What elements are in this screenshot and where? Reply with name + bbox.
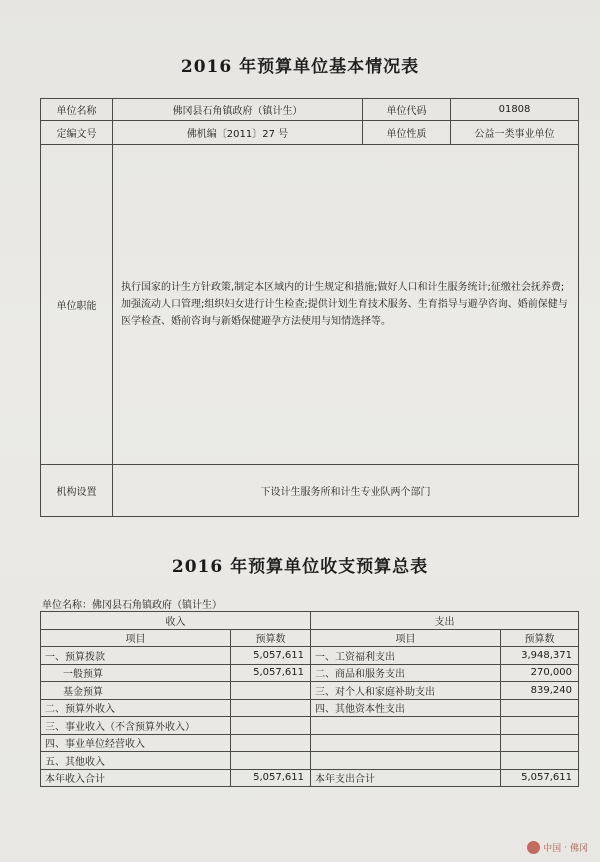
income-value <box>231 699 311 717</box>
expense-item <box>311 717 501 735</box>
table-row <box>41 717 579 735</box>
table-row <box>41 752 579 770</box>
expense-item: 四、其他资本性支出 <box>311 699 501 717</box>
expense-item-header: 项目 <box>311 629 501 647</box>
expense-value <box>501 699 579 717</box>
basic-info-title: 2016 年预算单位基本情况表 <box>180 57 420 77</box>
unit-code-value: 01808 <box>451 99 579 121</box>
income-item: 基金预算 <box>41 682 231 700</box>
duty-label: 单位职能 <box>41 145 113 465</box>
unit-name-value: 佛冈县石角镇政府（镇计生） <box>113 99 363 121</box>
budget-summary-table <box>40 611 579 787</box>
duty-row <box>41 145 579 465</box>
total-expense-label: 本年支出合计 <box>311 769 501 787</box>
basic-info-table <box>40 98 579 517</box>
budget-summary-title: 2016 年预算单位收支预算总表 <box>171 557 429 577</box>
income-value <box>231 717 311 735</box>
income-value <box>231 682 311 700</box>
income-value: 5,057,611 <box>231 647 311 665</box>
income-item: 三、事业收入（不含预算外收入） <box>41 717 231 735</box>
total-row <box>41 769 579 787</box>
org-label: 机构设置 <box>41 465 113 517</box>
table-row <box>41 664 579 682</box>
income-item: 四、事业单位经营收入 <box>41 734 231 752</box>
duty-text: 执行国家的计生方针政策,制定本区域内的计生规定和措施;做好人口和计生服务统计;征缴社会抚养费;加强流动人口管理;组织妇女进行计生检查;提供计划生育技术服务、生育指导与避孕咨询、婚前保健与医学检查、婚前咨询与新婚保健避孕方法使用与知情选择等。 <box>113 145 579 465</box>
watermark-text-2: 佛冈 <box>569 844 588 854</box>
table-row <box>41 682 579 700</box>
budget-unit-line: 单位名称：佛冈县石角镇政府（镇计生） <box>42 600 222 611</box>
income-budget-header: 预算数 <box>231 629 311 647</box>
expense-value <box>501 752 579 770</box>
total-expense-value: 5,057,611 <box>501 769 579 787</box>
expense-budget-header: 预算数 <box>501 629 579 647</box>
site-watermark <box>527 841 588 854</box>
income-item: 一、预算拨款 <box>41 647 231 665</box>
income-value <box>231 752 311 770</box>
income-header: 收入 <box>41 612 311 630</box>
unit-nature-value: 公益一类事业单位 <box>451 121 579 145</box>
table-row <box>41 699 579 717</box>
unit-name-label: 单位名称 <box>41 99 113 121</box>
income-item: 五、其他收入 <box>41 752 231 770</box>
expense-item <box>311 752 501 770</box>
expense-value: 3,948,371 <box>501 647 579 665</box>
expense-header: 支出 <box>311 612 579 630</box>
expense-value <box>501 734 579 752</box>
watermark-logo-icon <box>527 841 540 854</box>
expense-value <box>501 717 579 735</box>
expense-item: 二、商品和服务支出 <box>311 664 501 682</box>
expense-item <box>311 734 501 752</box>
org-row <box>41 465 579 517</box>
income-item: 二、预算外收入 <box>41 699 231 717</box>
expense-item: 一、工资福利支出 <box>311 647 501 665</box>
expense-item: 三、对个人和家庭补助支出 <box>311 682 501 700</box>
doc-no-value: 佛机编〔2011〕27 号 <box>113 121 363 145</box>
income-item: 一般预算 <box>41 664 231 682</box>
column-header-row <box>41 629 579 647</box>
unit-nature-label: 单位性质 <box>363 121 451 145</box>
expense-value: 270,000 <box>501 664 579 682</box>
doc-no-row <box>41 121 579 145</box>
income-value <box>231 734 311 752</box>
total-income-value: 5,057,611 <box>231 769 311 787</box>
income-item-header: 项目 <box>41 629 231 647</box>
income-value: 5,057,611 <box>231 664 311 682</box>
doc-no-label: 定编文号 <box>41 121 113 145</box>
watermark-separator: · <box>564 842 567 853</box>
total-income-label: 本年收入合计 <box>41 769 231 787</box>
watermark-text-1: 中国 <box>543 844 562 854</box>
section-header-row <box>41 612 579 630</box>
table-row <box>41 647 579 665</box>
org-text: 下设计生服务所和计生专业队两个部门 <box>113 465 579 517</box>
unit-code-label: 单位代码 <box>363 99 451 121</box>
table-row <box>41 734 579 752</box>
unit-name-row <box>41 99 579 121</box>
expense-value: 839,240 <box>501 682 579 700</box>
